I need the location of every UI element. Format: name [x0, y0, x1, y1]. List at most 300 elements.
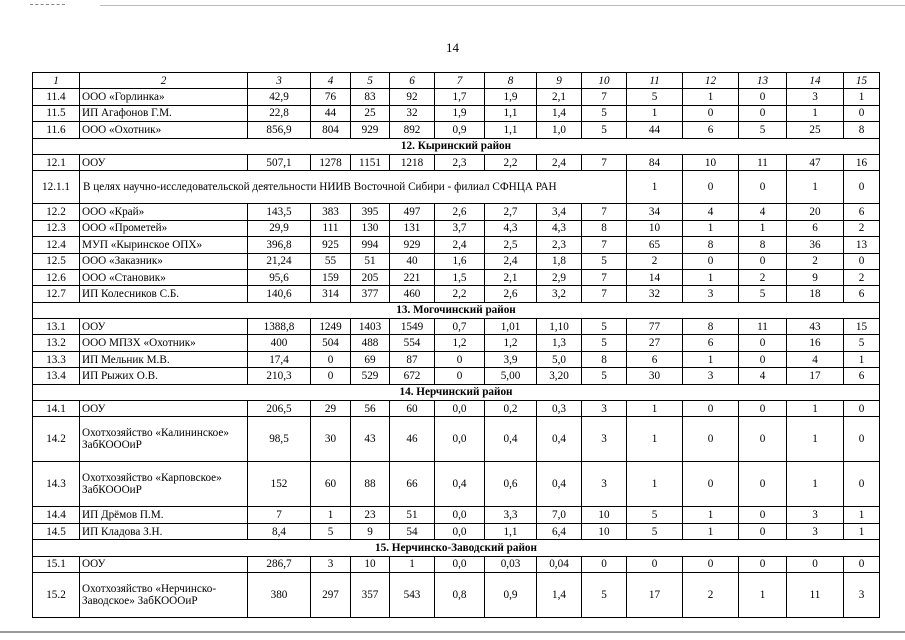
table-cell: 2,4	[435, 237, 485, 253]
table-row	[33, 253, 880, 269]
column-number-cell: 6	[390, 73, 435, 89]
table-cell: 2,1	[485, 269, 537, 285]
row-number-cell: 14.1	[33, 401, 80, 417]
organization-name-cell: ООУ	[80, 401, 248, 417]
table-cell: 5	[582, 253, 627, 269]
table-cell: 8,4	[248, 523, 311, 539]
table-cell: 2	[844, 220, 880, 236]
table-row	[33, 319, 880, 335]
table-cell: 8	[683, 319, 739, 335]
table-cell: 383	[311, 204, 351, 220]
table-cell: 95,6	[248, 269, 311, 285]
table-cell: 2,2	[485, 154, 537, 170]
table-row	[33, 507, 880, 523]
table-cell: 5	[582, 368, 627, 384]
table-cell: 1	[683, 220, 739, 236]
table-cell: 84	[627, 154, 683, 170]
table-cell: 2	[627, 253, 683, 269]
table-cell: 1	[844, 89, 880, 105]
table-cell: 10	[582, 523, 627, 539]
table-cell: 554	[390, 335, 435, 351]
row-number-cell: 15.1	[33, 556, 80, 572]
row-number-cell: 14.2	[33, 417, 80, 462]
table-cell: 9	[351, 523, 390, 539]
organization-name-cell: ООУ	[80, 319, 248, 335]
table-cell: 0	[683, 253, 739, 269]
table-cell: 54	[390, 523, 435, 539]
table-cell: 4,3	[485, 220, 537, 236]
table-cell: 497	[390, 204, 435, 220]
table-row	[33, 351, 880, 367]
row-number-cell: 12.2	[33, 204, 80, 220]
organization-name-cell: ООО «Охотник»	[80, 122, 248, 138]
table-cell: 56	[351, 401, 390, 417]
table-cell: 0,8	[435, 572, 485, 617]
organization-name-cell: Охотхозяйство «Калининское» ЗабКОООиР	[80, 417, 248, 462]
table-cell: 69	[351, 351, 390, 367]
table-cell: 8	[844, 122, 880, 138]
column-number-cell: 9	[537, 73, 582, 89]
table-cell: 314	[311, 286, 351, 302]
column-number-cell: 2	[80, 73, 248, 89]
table-cell: 5	[582, 335, 627, 351]
table-cell: 0,7	[435, 319, 485, 335]
table-cell: 11	[739, 319, 787, 335]
table-cell: 32	[390, 105, 435, 121]
table-cell: 6	[787, 220, 844, 236]
table-cell: 7	[582, 89, 627, 105]
table-cell: 0	[739, 351, 787, 367]
table-cell: 377	[351, 286, 390, 302]
row-number-cell: 15.2	[33, 572, 80, 617]
section-header-row	[33, 384, 880, 400]
table-cell: 0	[844, 171, 880, 204]
table-cell: 43	[351, 417, 390, 462]
table-cell: 40	[390, 253, 435, 269]
table-cell: 892	[390, 122, 435, 138]
table-cell: 159	[311, 269, 351, 285]
table-cell: 1,8	[537, 253, 582, 269]
table-cell: 5	[627, 89, 683, 105]
table-cell: 8	[582, 220, 627, 236]
table-cell: 3	[787, 89, 844, 105]
table-cell: 1	[627, 462, 683, 507]
table-cell: 92	[390, 89, 435, 105]
table-cell: 357	[351, 572, 390, 617]
table-cell: 18	[787, 286, 844, 302]
table-cell: 29,9	[248, 220, 311, 236]
column-number-cell: 5	[351, 73, 390, 89]
table-cell: 2,2	[435, 286, 485, 302]
table-cell: 4	[683, 204, 739, 220]
table-cell: 4	[739, 204, 787, 220]
organization-name-cell: ООО «Горлинка»	[80, 89, 248, 105]
table-cell: 5,00	[485, 368, 537, 384]
row-number-cell: 11.5	[33, 105, 80, 121]
table-cell: 10	[351, 556, 390, 572]
table-cell: 5	[582, 319, 627, 335]
row-number-cell: 13.3	[33, 351, 80, 367]
table-cell: 2	[787, 253, 844, 269]
table-cell: 1	[627, 171, 683, 204]
row-number-cell: 11.6	[33, 122, 80, 138]
table-cell: 6	[683, 122, 739, 138]
table-cell: 30	[627, 368, 683, 384]
table-cell: 0,4	[537, 462, 582, 507]
table-cell: 6	[683, 335, 739, 351]
table-cell: 32	[627, 286, 683, 302]
organization-name-cell: МУП «Кыринское ОПХ»	[80, 237, 248, 253]
table-cell: 6	[627, 351, 683, 367]
column-number-cell: 14	[787, 73, 844, 89]
organization-name-cell: Охотхозяйство «Нерчинско-Заводское» ЗабКОООиР	[80, 572, 248, 617]
organization-name-cell: ООУ	[80, 154, 248, 170]
section-title: 12. Кыринский район	[33, 138, 880, 154]
table-cell: 205	[351, 269, 390, 285]
table-cell: 88	[351, 462, 390, 507]
table-cell: 0	[844, 253, 880, 269]
table-cell: 23	[351, 507, 390, 523]
table-cell: 1	[787, 105, 844, 121]
table-cell: 3	[844, 572, 880, 617]
table-cell: 3	[311, 556, 351, 572]
table-cell: 17	[787, 368, 844, 384]
scan-bottom-edge	[0, 631, 905, 633]
row-number-cell: 12.1	[33, 154, 80, 170]
organization-name-cell: Охотхозяйство «Карповское» ЗабКОООиР	[80, 462, 248, 507]
table-cell: 529	[351, 368, 390, 384]
table-row	[33, 572, 880, 617]
table-cell: 0	[311, 351, 351, 367]
table-cell: 2,3	[435, 154, 485, 170]
table-cell: 1,4	[537, 105, 582, 121]
note-row	[33, 171, 880, 204]
table-cell: 87	[390, 351, 435, 367]
table-cell: 929	[351, 122, 390, 138]
table-cell: 152	[248, 462, 311, 507]
table-cell: 1	[787, 417, 844, 462]
section-header-row	[33, 540, 880, 556]
table-cell: 3,3	[485, 507, 537, 523]
table-cell: 0	[844, 417, 880, 462]
table-cell: 1	[627, 417, 683, 462]
table-cell: 1	[390, 556, 435, 572]
row-number-cell: 12.3	[33, 220, 80, 236]
table-row	[33, 105, 880, 121]
table-cell: 1,4	[537, 572, 582, 617]
organization-name-cell: ИП Мельник М.В.	[80, 351, 248, 367]
table-cell: 3	[787, 507, 844, 523]
table-cell: 3	[582, 401, 627, 417]
table-cell: 3	[582, 417, 627, 462]
table-cell: 8	[739, 237, 787, 253]
table-row	[33, 417, 880, 462]
table-cell: 0	[844, 462, 880, 507]
table-cell: 0	[844, 401, 880, 417]
row-number-cell: 14.5	[33, 523, 80, 539]
table-cell: 1278	[311, 154, 351, 170]
table-cell: 1,5	[435, 269, 485, 285]
table-cell: 0	[739, 253, 787, 269]
table-cell: 0	[627, 556, 683, 572]
row-number-cell: 13.4	[33, 368, 80, 384]
table-cell: 44	[311, 105, 351, 121]
table-cell: 504	[311, 335, 351, 351]
table-cell: 2,7	[485, 204, 537, 220]
table-cell: 3,20	[537, 368, 582, 384]
table-cell: 1,01	[485, 319, 537, 335]
table-cell: 2,9	[537, 269, 582, 285]
table-cell: 7	[582, 154, 627, 170]
table-cell: 1	[844, 523, 880, 539]
table-cell: 21,24	[248, 253, 311, 269]
organization-name-cell: ООО МПЗХ «Охотник»	[80, 335, 248, 351]
table-cell: 1,9	[435, 105, 485, 121]
table-cell: 7	[582, 204, 627, 220]
row-number-cell: 12.5	[33, 253, 80, 269]
table-cell: 3	[787, 523, 844, 539]
table-row	[33, 204, 880, 220]
table-cell: 210,3	[248, 368, 311, 384]
table-cell: 8	[582, 351, 627, 367]
table-cell: 396,8	[248, 237, 311, 253]
row-number-cell: 12.7	[33, 286, 80, 302]
table-cell: 10	[627, 220, 683, 236]
table-cell: 17,4	[248, 351, 311, 367]
table-cell: 3	[582, 462, 627, 507]
table-cell: 42,9	[248, 89, 311, 105]
table-cell: 0,9	[435, 122, 485, 138]
table-cell: 0,0	[435, 556, 485, 572]
table-cell: 2,3	[537, 237, 582, 253]
table-cell: 2,6	[485, 286, 537, 302]
organization-name-cell: ИП Агафонов Г.М.	[80, 105, 248, 121]
table-cell: 5	[582, 572, 627, 617]
table-cell: 0,0	[435, 417, 485, 462]
table-cell: 297	[311, 572, 351, 617]
table-cell: 0	[787, 556, 844, 572]
table-cell: 140,6	[248, 286, 311, 302]
table-cell: 29	[311, 401, 351, 417]
table-cell: 994	[351, 237, 390, 253]
table-cell: 1	[683, 507, 739, 523]
table-cell: 1	[683, 269, 739, 285]
table-cell: 4,3	[537, 220, 582, 236]
table-cell: 543	[390, 572, 435, 617]
row-number-cell: 13.2	[33, 335, 80, 351]
table-cell: 60	[390, 401, 435, 417]
table-cell: 1	[787, 462, 844, 507]
table-cell: 0	[739, 89, 787, 105]
row-number-cell: 13.1	[33, 319, 80, 335]
table-cell: 27	[627, 335, 683, 351]
table-cell: 0,0	[435, 523, 485, 539]
table-cell: 76	[311, 89, 351, 105]
table-row	[33, 368, 880, 384]
table-cell: 3	[683, 368, 739, 384]
organization-name-cell: ООО «Становик»	[80, 269, 248, 285]
row-number-cell: 12.4	[33, 237, 80, 253]
table-cell: 1249	[311, 319, 351, 335]
column-number-cell: 12	[683, 73, 739, 89]
table-cell: 0,04	[537, 556, 582, 572]
table-cell: 51	[390, 507, 435, 523]
table-cell: 0	[683, 417, 739, 462]
table-cell: 0	[844, 105, 880, 121]
table-cell: 44	[627, 122, 683, 138]
table-cell: 5	[627, 523, 683, 539]
table-cell: 1,7	[435, 89, 485, 105]
table-cell: 55	[311, 253, 351, 269]
table-row	[33, 286, 880, 302]
table-row	[33, 335, 880, 351]
table-cell: 5	[739, 122, 787, 138]
table-cell: 1	[844, 507, 880, 523]
table-cell: 672	[390, 368, 435, 384]
table-cell: 395	[351, 204, 390, 220]
table-cell: 15	[844, 319, 880, 335]
table-cell: 0	[739, 401, 787, 417]
table-row	[33, 556, 880, 572]
table-cell: 9	[787, 269, 844, 285]
section-header-row	[33, 302, 880, 318]
table-row	[33, 462, 880, 507]
table-cell: 0	[435, 351, 485, 367]
section-header-row	[33, 138, 880, 154]
table-cell: 14	[627, 269, 683, 285]
table-cell: 2,4	[485, 253, 537, 269]
table-cell: 0,3	[537, 401, 582, 417]
table-cell: 3,2	[537, 286, 582, 302]
table-cell: 111	[311, 220, 351, 236]
table-cell: 1218	[390, 154, 435, 170]
table-cell: 3,9	[485, 351, 537, 367]
table-cell: 1	[787, 401, 844, 417]
table-cell: 5	[627, 507, 683, 523]
table-cell: 856,9	[248, 122, 311, 138]
table-cell: 0,4	[537, 417, 582, 462]
table-cell: 10	[683, 154, 739, 170]
column-number-cell: 15	[844, 73, 880, 89]
table-cell: 3,4	[537, 204, 582, 220]
column-number-cell: 4	[311, 73, 351, 89]
table-cell: 925	[311, 237, 351, 253]
table-row	[33, 237, 880, 253]
table-cell: 25	[787, 122, 844, 138]
table-cell: 46	[390, 417, 435, 462]
table-cell: 1	[787, 171, 844, 204]
table-cell: 5	[739, 286, 787, 302]
table-cell: 3,7	[435, 220, 485, 236]
table-cell: 2	[683, 572, 739, 617]
table-cell: 0,4	[485, 417, 537, 462]
table-cell: 6	[844, 286, 880, 302]
table-cell: 60	[311, 462, 351, 507]
table-cell: 0	[683, 171, 739, 204]
table-cell: 0	[739, 417, 787, 462]
table-cell: 65	[627, 237, 683, 253]
table-cell: 1,1	[485, 523, 537, 539]
table-cell: 0	[739, 105, 787, 121]
organization-name-cell: ООО «Заказник»	[80, 253, 248, 269]
organization-name-cell: ИП Дрёмов П.М.	[80, 507, 248, 523]
row-number-cell: 14.3	[33, 462, 80, 507]
column-number-cell: 7	[435, 73, 485, 89]
table-cell: 0,0	[435, 507, 485, 523]
column-number-cell: 10	[582, 73, 627, 89]
table-cell: 0	[739, 462, 787, 507]
table-cell: 2,4	[537, 154, 582, 170]
table-cell: 1388,8	[248, 319, 311, 335]
table-cell: 1,6	[435, 253, 485, 269]
table-cell: 6	[844, 368, 880, 384]
table-cell: 0	[739, 171, 787, 204]
table-row	[33, 122, 880, 138]
table-cell: 2	[739, 269, 787, 285]
section-title: 13. Могочинский район	[33, 302, 880, 318]
table-cell: 30	[311, 417, 351, 462]
row-number-cell: 12.1.1	[33, 171, 80, 204]
table-cell: 22,8	[248, 105, 311, 121]
table-cell: 51	[351, 253, 390, 269]
table-cell: 0,9	[485, 572, 537, 617]
table-cell: 286,7	[248, 556, 311, 572]
table-cell: 1	[683, 351, 739, 367]
table-row	[33, 154, 880, 170]
table-row	[33, 269, 880, 285]
table-cell: 0	[311, 368, 351, 384]
table-row	[33, 220, 880, 236]
column-number-cell: 3	[248, 73, 311, 89]
table-cell: 98,5	[248, 417, 311, 462]
table-cell: 804	[311, 122, 351, 138]
table-cell: 0	[739, 556, 787, 572]
table-cell: 4	[787, 351, 844, 367]
table-cell: 2,1	[537, 89, 582, 105]
table-cell: 1,9	[485, 89, 537, 105]
table-cell: 0,03	[485, 556, 537, 572]
table-cell: 1,2	[435, 335, 485, 351]
table-cell: 1	[844, 351, 880, 367]
table-cell: 1,1	[485, 105, 537, 121]
table-cell: 1,3	[537, 335, 582, 351]
table-row	[33, 401, 880, 417]
organization-name-cell: ИП Колесников С.Б.	[80, 286, 248, 302]
organization-name-cell: ООО «Край»	[80, 204, 248, 220]
table-cell: 1	[627, 105, 683, 121]
table-cell: 1	[739, 572, 787, 617]
table-cell: 221	[390, 269, 435, 285]
table-cell: 0	[683, 105, 739, 121]
table-cell: 16	[844, 154, 880, 170]
table-cell: 5	[582, 122, 627, 138]
table-cell: 6,4	[537, 523, 582, 539]
table-cell: 7	[582, 286, 627, 302]
table-cell: 1	[311, 507, 351, 523]
table-cell: 5	[844, 335, 880, 351]
table-cell: 0	[435, 368, 485, 384]
table-cell: 0	[739, 335, 787, 351]
table-cell: 7	[248, 507, 311, 523]
table-row	[33, 523, 880, 539]
table-cell: 11	[739, 154, 787, 170]
table-cell: 2,6	[435, 204, 485, 220]
table-cell: 0,4	[435, 462, 485, 507]
table-cell: 143,5	[248, 204, 311, 220]
table-cell: 1	[739, 220, 787, 236]
table-cell: 1,10	[537, 319, 582, 335]
row-number-cell: 11.4	[33, 89, 80, 105]
